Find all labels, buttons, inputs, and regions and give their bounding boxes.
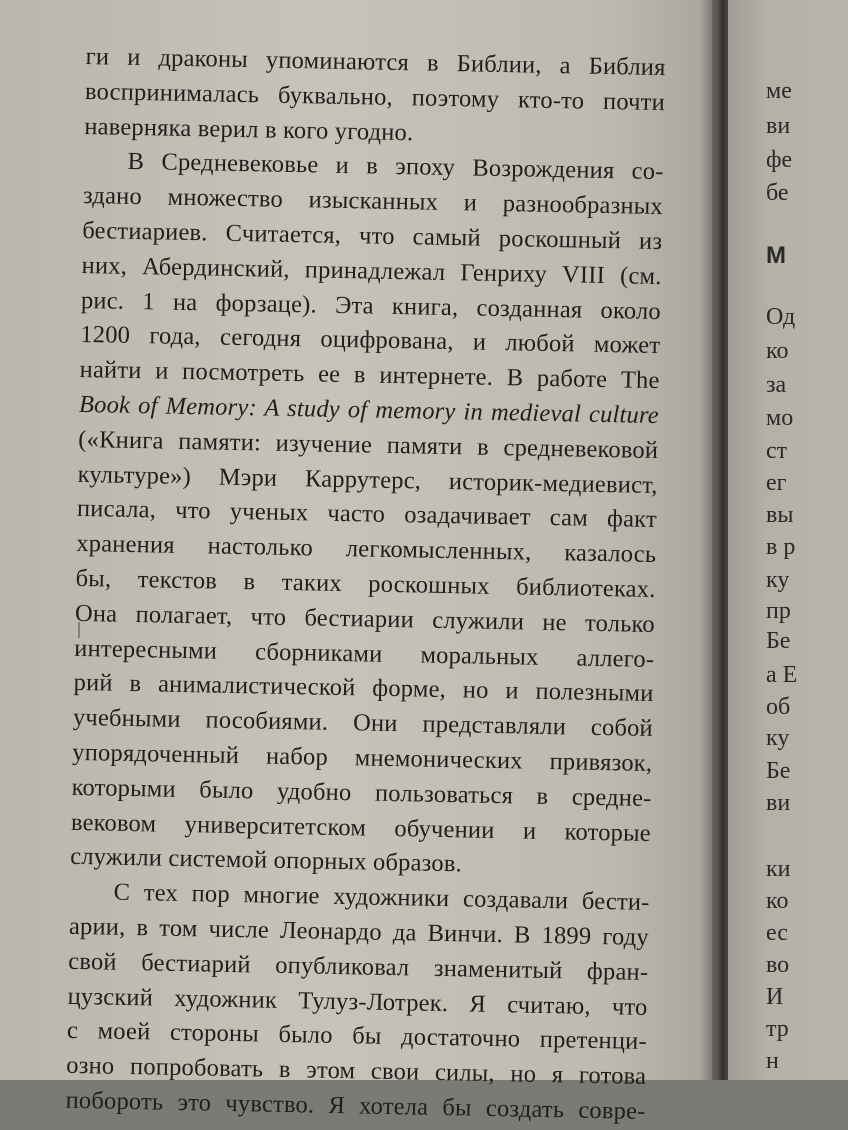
text-line: здано множество изысканных и разнообразных — [82, 182, 664, 221]
right-fragment: ки — [766, 856, 791, 882]
right-fragment: н — [766, 1048, 779, 1074]
text-line: («Книга памяти: изучение памяти в средневековой — [78, 425, 659, 464]
right-fragment: бе — [766, 180, 789, 206]
right-fragment: фе — [766, 147, 793, 173]
text-line: воспринималась буквально, поэтому кто-то почти — [84, 77, 666, 116]
right-fragment: И — [766, 984, 784, 1010]
right-fragment: ко — [766, 888, 789, 914]
right-fragment: ег — [766, 470, 787, 496]
right-fragment: а Е — [766, 662, 798, 688]
right-fragment: ко — [766, 338, 789, 364]
right-fragment: во — [766, 952, 790, 978]
right-fragment: вы — [766, 502, 794, 528]
right-fragment: пр — [766, 598, 791, 624]
text-line: них, Абердинский, принадлежал Генриху VIII (см. — [81, 251, 662, 290]
text-line: озно попробовать в этом свои силы, но я готова — [66, 1051, 647, 1091]
text-line: бы, текстов в таких роскошных библиотеках. — [75, 564, 656, 603]
text-line: ги и драконы упоминаются в Библии, а Библия — [85, 42, 666, 82]
right-fragment: мо — [766, 405, 794, 431]
text-line: арии, в том числе Леонардо да Винчи. В 1899 году — [68, 912, 650, 951]
right-heading-fragment: М — [766, 242, 786, 269]
right-fragment: ви — [766, 790, 791, 816]
text-line: культуре») Мэри Каррутерс, историк-медиевист, — [77, 460, 658, 499]
right-fragment: в р — [766, 534, 796, 560]
right-fragment: Бе — [766, 628, 791, 654]
text-line: бестиариев. Считается, что самый роскошный из — [82, 216, 663, 256]
right-fragment: ес — [766, 920, 788, 946]
right-page-text-fragments — [766, 0, 806, 1080]
text-line: цузский художник Тулуз-Лотрек. Я считаю, что — [67, 982, 648, 1021]
right-fragment: Бе — [766, 758, 791, 784]
text-line: рис. 1 на форзаце). Эта книга, созданная около — [80, 286, 662, 325]
text-line: с моей стороны было бы достаточно претенци- — [66, 1017, 648, 1056]
paragraph-first-line: В Средневековье и в эпоху Возрождения со- — [127, 148, 664, 186]
text-line: учебными пособиями. Они представляли собой — [72, 704, 654, 743]
right-fragment: ст — [766, 438, 788, 464]
text-line: свой бестиарий опубликовал знаменитый фран- — [68, 947, 649, 986]
text-line: 1200 года, сегодня оцифрована, и любой может — [80, 321, 661, 360]
text-line: рий в анималистической форме, но и полезными — [73, 669, 654, 708]
right-fragment: об — [766, 694, 791, 720]
text-line: побороть это чувство. Я хотела бы создать совре- — [65, 1086, 646, 1125]
right-fragment: ме — [766, 78, 792, 104]
text-line: найти и посмотреть ее в интернете. В работе The — [79, 356, 660, 395]
text-line: упорядоченный набор мнемонических привязок, — [72, 738, 653, 777]
text-line: писала, что ученых часто озадачивает сам факт — [76, 495, 658, 534]
right-fragment: ку — [766, 567, 790, 593]
right-fragment: Од — [766, 304, 796, 330]
right-fragment: ку — [766, 725, 790, 751]
left-page-body-text — [65, 40, 666, 1130]
text-line: вековом университетском обучении и которые — [70, 808, 652, 847]
italic-title-line: Book of Memory: A study of memory in medieval culture — [78, 390, 660, 430]
right-fragment: тр — [766, 1016, 789, 1042]
right-fragment: ви — [766, 113, 791, 139]
text-line: наверняка верил в кого угодно. — [84, 112, 414, 146]
paragraph-first-line: С тех пор многие художники создавали бести- — [113, 878, 650, 917]
text-line: которыми было удобно пользоваться в средне- — [71, 773, 652, 812]
right-fragment: за — [766, 372, 787, 398]
text-line: интересными сборниками моральных аллего- — [74, 634, 655, 673]
text-line: Она полагает, что бестиарии служили не только — [74, 599, 656, 638]
text-line: служили системой опорных образов. — [70, 843, 463, 878]
text-line: хранения настолько легкомысленных, казалось — [76, 530, 657, 569]
